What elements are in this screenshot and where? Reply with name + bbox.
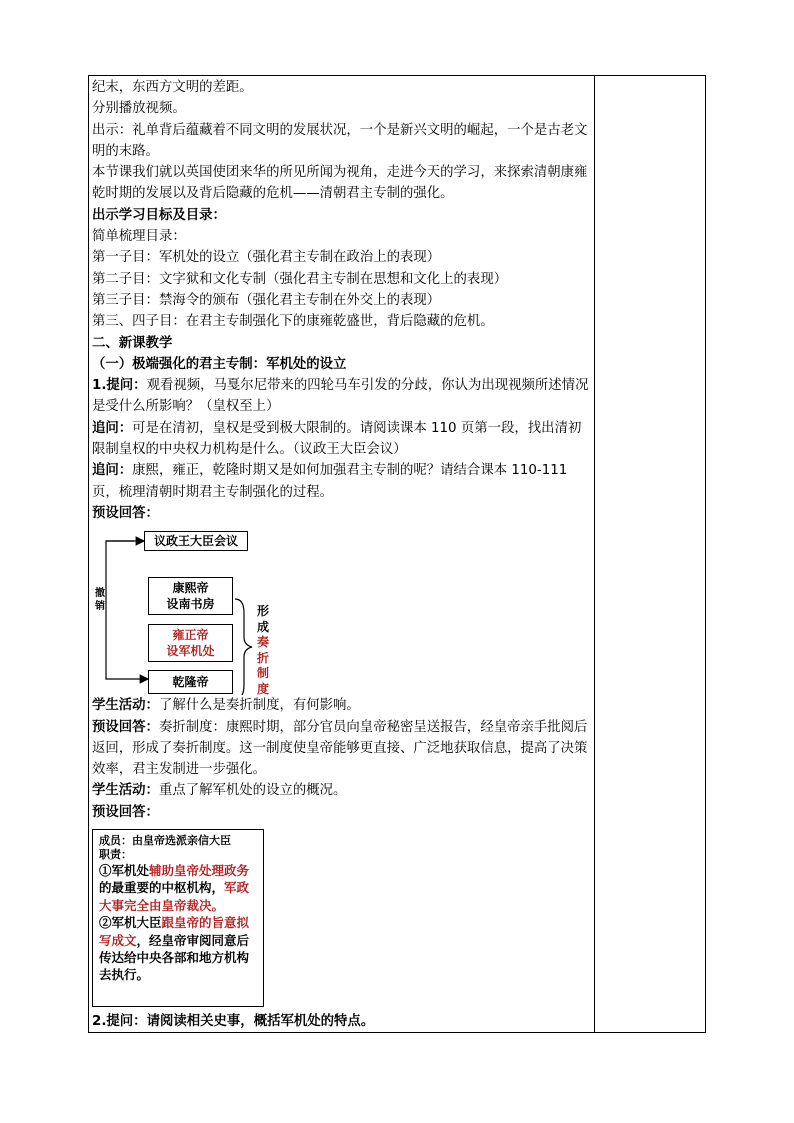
followup-label: 追问： [92,420,133,436]
activity-text: 了解什么是奏折制度，有何影响。 [158,698,360,714]
text-line: 第三子目：禁海令的颁布（强化君主专制在外交上的表现） [92,292,441,308]
activity-paragraph [92,695,592,716]
text-line: 第二子目：文字狱和文化专制（强化君主专制在思想和文化上的表现） [92,271,508,287]
question-two: 2.提问：请阅读相关史事，概括军机处的特点。 [92,1014,375,1030]
form-label: 形成 [256,604,269,634]
text-line: 本节课我们就以英国使团来华的所见所闻为视角，走进今天的学习，来探索清朝康雍乾时期的发展以及背后隐藏的危机——清朝君主专制的强化。 [92,165,588,202]
followup-text: 康熙，雍正，乾隆时期又是如何加强君主专制的呢？请结合课本 110-111 页，梳理清朝时期君主专制强化的过程。 [92,463,568,500]
section-heading: （一）极端强化的君主专制：军机处的设立 [92,356,347,372]
members-line: 成员：由皇帝选派亲信大臣 [99,834,231,848]
kangxi-detail: 设南书房 [166,597,215,612]
lesson-content [92,77,592,1032]
section-heading: 二、新课教学 [92,335,173,351]
followup-paragraph [92,418,592,461]
duties-label: 职责： [99,848,132,862]
followup-text: 可是在清初，皇权是受到极大限制的。请阅读课本 110 页第一段，找出清初限制皇权的中央权力机构是什么。（议政王大臣会议） [92,420,582,458]
text-line: 简单梳理目录： [92,229,186,245]
duty-two-highlight: 跟皇帝的旨意拟写成文 [99,915,250,948]
question-label: 1.提问： [92,378,147,394]
text-line: 纪末，东西方文明的差距。 [92,80,253,95]
duty-two-start: ②军机大臣 [99,915,162,931]
kangxi-label: 康熙帝 [172,581,209,596]
kangxi-box [148,577,233,615]
revoke-arrow [106,541,148,679]
activity-label: 学生活动： [92,783,159,799]
duty-one-start: ①军机处 [99,863,150,879]
column-divider [594,75,595,1033]
memorial-system-label: 奏折制度 [256,635,269,696]
text-line: 分别播放视频。 [92,101,186,117]
question-paragraph [92,375,592,418]
answer-label: 预设回答： [92,505,159,521]
text-line: 第一子目：军机处的设立（强化君主专制在政治上的表现） [92,250,441,266]
duty-two-end: ，经皇帝审阅同意后传达给中央各部和地方机构去执行。 [99,932,250,983]
activity-paragraph [92,780,592,801]
duty-one-highlight-two: 军政大事完全由皇帝裁决。 [99,880,250,913]
followup-label: 追问： [92,463,133,479]
activity-text: 重点了解军机处的设立的概况。 [158,783,347,799]
right-brace [235,599,252,695]
revoke-label: 撤销 [95,588,105,613]
power-flow-diagram [92,527,592,695]
yongzheng-detail: 设军机处 [166,644,215,659]
text-line: 第三、四子目：在君主专制强化下的康雍乾盛世，背后隐藏的危机。 [92,314,494,330]
answer-paragraph [92,717,592,781]
yongzheng-label: 雍正帝 [172,628,209,643]
duty-one-highlight: 辅助皇帝处理政务 [149,863,250,879]
followup-paragraph [92,460,592,503]
duty-one [99,862,257,914]
question-text: 观看视频，马戛尔尼带来的四轮马车引发的分歧，你认为出现视频所述情况是受什么所影响？（皇权至上） [92,378,589,415]
qianlong-box: 乾隆帝 [148,670,233,694]
section-heading: 出示学习目标及目录： [92,207,226,223]
duty-one-middle: 的最重要的中枢机构， [99,880,225,896]
council-box: 议政王大臣会议 [144,531,248,551]
answer-label: 预设回答： [92,804,159,820]
activity-label: 学生活动： [92,698,159,714]
text-line: 出示：礼单背后蕴藏着不同文明的发展状况，一个是新兴文明的崛起，一个是古老文明的末路。 [92,122,588,159]
duty-two [99,914,257,984]
answer-label: 预设回答： [92,719,159,735]
yongzheng-box [148,624,233,662]
grand-council-box [92,829,264,1007]
answer-text: 奏折制度：康熙时期，部分官员向皇帝秘密呈送报告，经皇帝亲手批阅后返回，形成了奏折制度。这一制度使皇帝能够更直接、广泛地获取信息，提高了决策效率，君主发制进一步强化。 [92,719,588,778]
